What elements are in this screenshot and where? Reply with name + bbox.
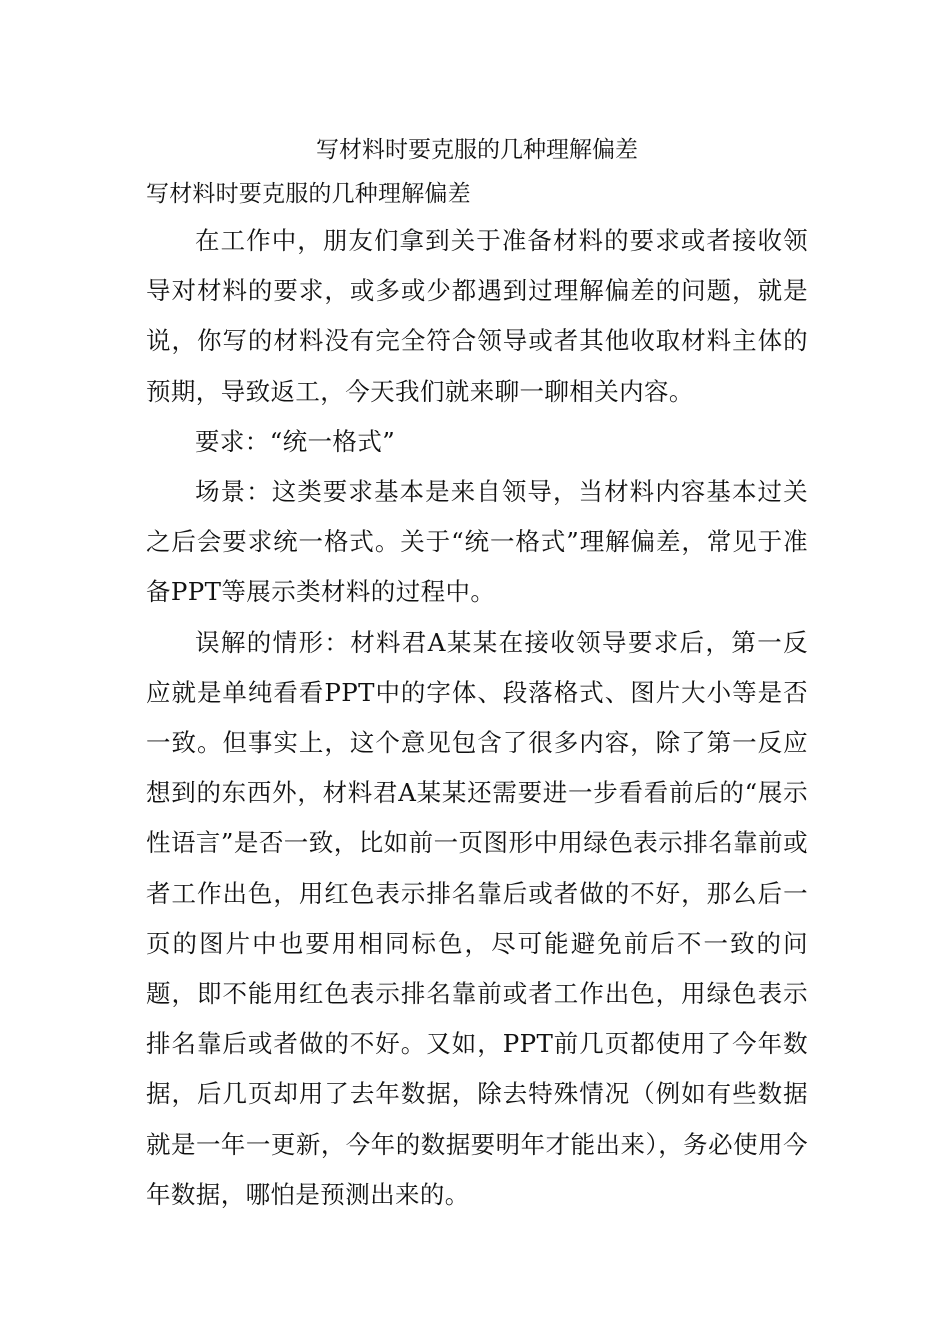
document-subtitle: 写材料时要克服的几种理解偏差 — [146, 181, 471, 207]
paragraph-requirement: 要求：“统一格式” — [195, 426, 396, 456]
document-page — [146, 128, 808, 1220]
document-title: 写材料时要克服的几种理解偏差 — [316, 137, 638, 163]
paragraph-scenario: 场景：这类要求基本是来自领导，当材料内容基本过关之后会要求统一格式。关于“统一格式”理解偏差，常见于准备PPT等展示类材料的过程中。 — [146, 477, 808, 607]
paragraph-intro: 在工作中，朋友们拿到关于准备材料的要求或者接收领导对材料的要求，或多或少都遇到过理解偏差的问题，就是说，你写的材料没有完全符合领导或者其他收取材料主体的预期，导致返工，今天我们就来聊一聊相关内容。 — [146, 226, 808, 406]
paragraph-misunderstanding: 误解的情形：材料君A某某在接收领导要求后，第一反应就是单纯看看PPT中的字体、段落格式、图片大小等是否一致。但事实上，这个意见包含了很多内容，除了第一反应想到的东西外，材料君A某某还需要进一步看看前后的“展示性语言”是否一致，比如前一页图形中用绿色表示排名靠前或者工作出色，用红色表示排名靠后或者做的不好，那么后一页的图片中也要用相同标色，尽可能避免前后不一致的问题，即不能用红色表示排名靠前或者工作出色，用绿色表示排名靠后或者做的不好。又如，PPT前几页都使用了今年数据，后几页却用了去年数据，除去特殊情况（例如有些数据就是一年一更新，今年的数据要明年才能出来），务必使用今年数据，哪怕是预测出来的。 — [146, 627, 808, 1209]
